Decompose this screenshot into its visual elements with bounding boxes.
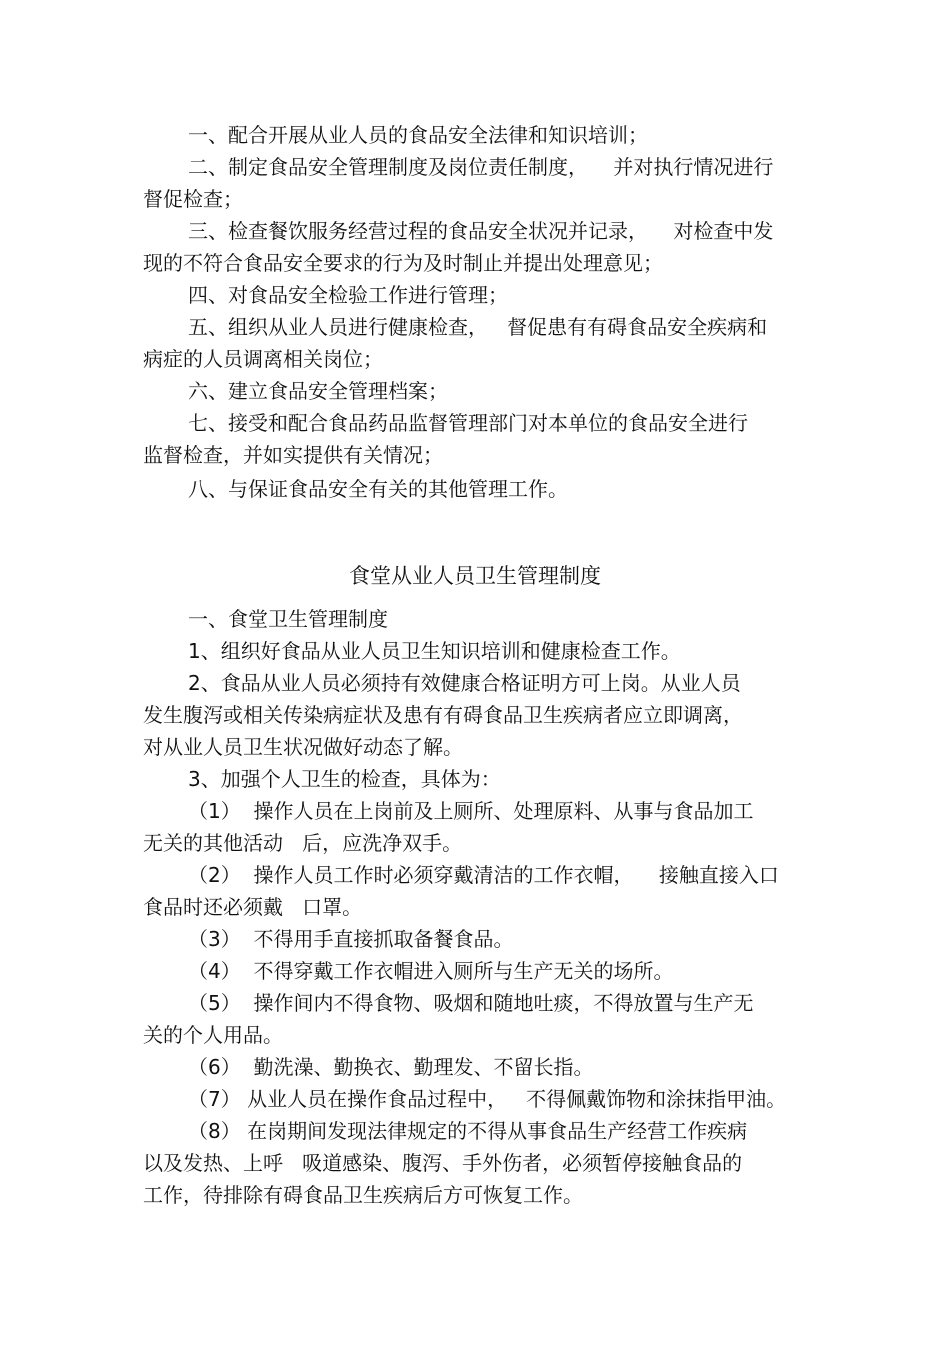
list1-line-7: 五、组织从业人员进行健康检查， 督促患有有碍食品安全疾病和 <box>188 315 768 339</box>
list2-line-7: （1） 操作人员在上岗前及上厕所、处理原料、从事与食品加工 <box>188 799 754 823</box>
list1-line-9: 六、建立食品安全管理档案； <box>188 379 448 403</box>
list2-line-3: 2、食品从业人员必须持有效健康合格证明方可上岗。从业人员 <box>188 671 741 695</box>
list2-line-4: 发生腹泻或相关传染病症状及患有有碍食品卫生疾病者应立即调离， <box>143 703 743 727</box>
list2-line-18: 以及发热、上呼 吸道感染、腹泻、手外伤者，必须暂停接触食品的 <box>143 1151 743 1175</box>
list1-line-2: 二、制定食品安全管理制度及岗位责任制度， 并对执行情况进行 <box>188 155 774 179</box>
list2-line-12: （4） 不得穿戴工作衣帽进入厕所与生产无关的场所。 <box>188 959 674 983</box>
list2-line-17: （8） 在岗期间发现法律规定的不得从事食品生产经营工作疾病 <box>188 1119 748 1143</box>
list2-line-5: 对从业人员卫生状况做好动态了解。 <box>143 735 463 759</box>
list2-line-14: 关的个人用品。 <box>143 1023 283 1047</box>
list2-line-19: 工作，待排除有碍食品卫生疾病后方可恢复工作。 <box>143 1183 583 1207</box>
list1-line-3: 督促检查； <box>143 187 243 211</box>
list1-line-8: 病症的人员调离相关岗位； <box>143 347 383 371</box>
list2-line-2: 1、组织好食品从业人员卫生知识培训和健康检查工作。 <box>188 639 681 663</box>
list1-line-10: 七、接受和配合食品药品监督管理部门对本单位的食品安全进行 <box>188 411 748 435</box>
list2-line-11: （3） 不得用手直接抓取备餐食品。 <box>188 927 514 951</box>
list2-line-9: （2） 操作人员工作时必须穿戴清洁的工作衣帽， 接触直接入口 <box>188 863 779 887</box>
list1-line-12: 八、与保证食品安全有关的其他管理工作。 <box>188 477 568 501</box>
list2-line-8: 无关的其他活动 后，应洗净双手。 <box>143 831 463 855</box>
list1-line-5: 现的不符合食品安全要求的行为及时制止并提出处理意见； <box>143 251 663 275</box>
list2-line-1: 一、食堂卫生管理制度 <box>188 607 388 631</box>
list2-line-6: 3、加强个人卫生的检查，具体为： <box>188 767 501 791</box>
list2-line-13: （5） 操作间内不得食物、吸烟和随地吐痰，不得放置与生产无 <box>188 991 754 1015</box>
list2-line-16: （7） 从业人员在操作食品过程中， 不得佩戴饰物和涂抹指甲油。 <box>188 1087 787 1111</box>
list1-line-4: 三、检查餐饮服务经营过程的食品安全状况并记录， 对检查中发 <box>188 219 774 243</box>
list1-line-1: 一、配合开展从业人员的食品安全法律和知识培训； <box>188 123 648 147</box>
list2-line-15: （6） 勤洗澡、勤换衣、勤理发、不留长指。 <box>188 1055 594 1079</box>
list1-line-11: 监督检查，并如实提供有关情况； <box>143 443 443 467</box>
section-title: 食堂从业人员卫生管理制度 <box>349 564 601 588</box>
list2-line-10: 食品时还必须戴 口罩。 <box>143 895 363 919</box>
list1-line-6: 四、对食品安全检验工作进行管理； <box>188 283 508 307</box>
